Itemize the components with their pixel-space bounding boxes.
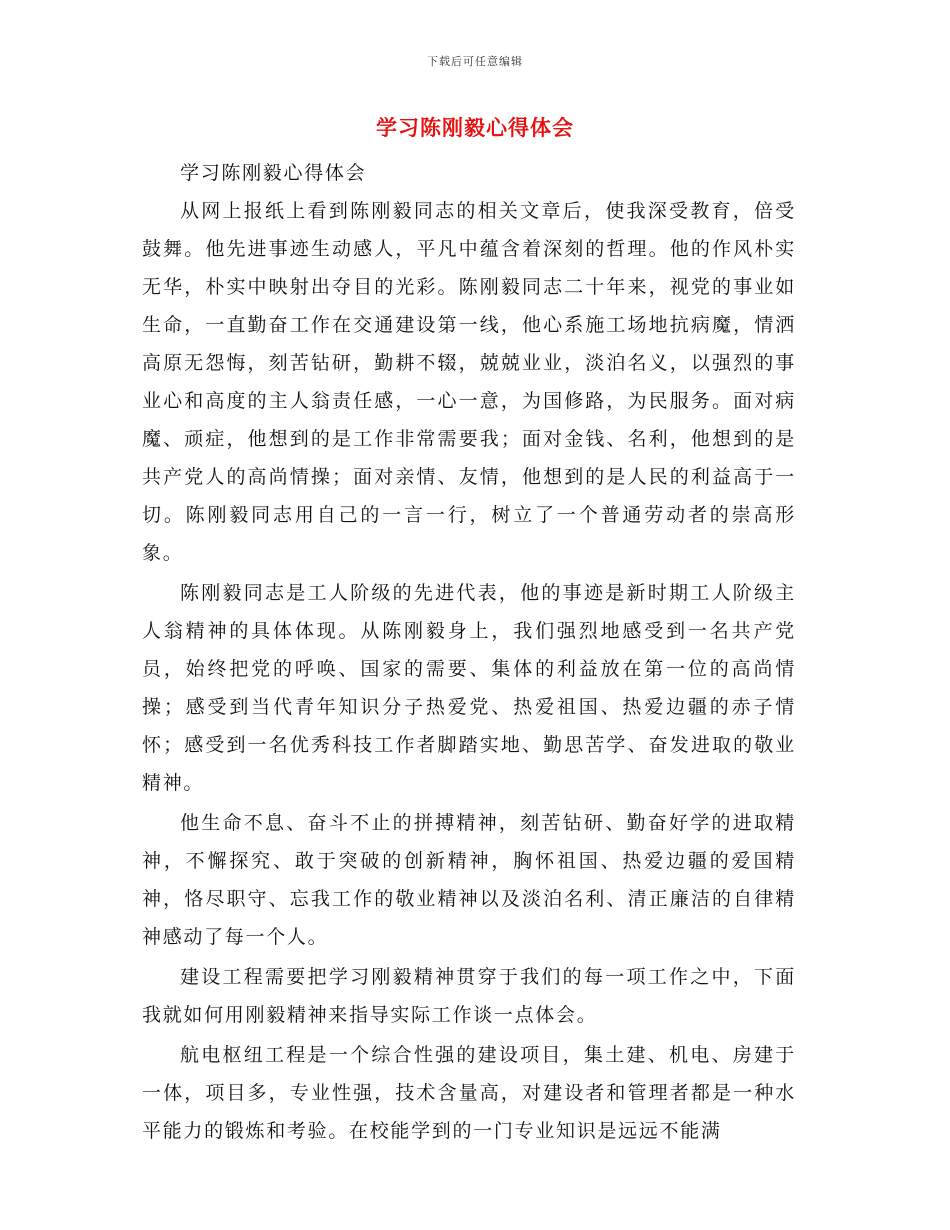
body-paragraph: 陈刚毅同志是工人阶级的先进代表，他的事迹是新时期工人阶级主人翁精神的具体体现。从陈刚毅身上，我们强烈地感受到一名共产党员，始终把党的呼唤、国家的需要、集体的利益放在第一位的高尚情操；感受到当代青年知识分子热爱党、热爱祖国、热爱边疆的赤子情怀；感受到一名优秀科技工作者脚踏实地、勤思苦学、奋发进取的敬业精神。	[142, 582, 796, 794]
document-body	[142, 154, 796, 1150]
header-note: 下载后可任意编辑	[427, 55, 523, 68]
body-paragraph: 从网上报纸上看到陈刚毅同志的相关文章后，使我深受教育，倍受鼓舞。他先进事迹生动感人，平凡中蕴含着深刻的哲理。他的作风朴实无华，朴实中映射出夺目的光彩。陈刚毅同志二十年来，视党的事业如生命，一直勤奋工作在交通建设第一线，他心系施工场地抗病魔，情洒高原无怨悔，刻苦钻研，勤耕不辍，兢兢业业，淡泊名义，以强烈的事业心和高度的主人翁责任感，一心一意，为国修路，为民服务。面对病魔、顽症，他想到的是工作非常需要我；面对金钱、名利，他想到的是共产党人的高尚情操；面对亲情、友情，他想到的是人民的利益高于一切。陈刚毅同志用自己的一言一行，树立了一个普通劳动者的崇高形象。	[142, 200, 796, 564]
subtitle-paragraph: 学习陈刚毅心得体会	[180, 162, 367, 184]
document-title: 学习陈刚毅心得体会	[376, 116, 574, 140]
body-paragraph: 建设工程需要把学习刚毅精神贯穿于我们的每一项工作之中，下面我就如何用刚毅精神来指导实际工作谈一点体会。	[142, 966, 796, 1026]
body-paragraph: 航电枢纽工程是一个综合性强的建设项目，集土建、机电、房建于一体，项目多，专业性强，技术含量高，对建设者和管理者都是一种水平能力的锻炼和考验。在校能学到的一门专业知识是远远不能满	[142, 1044, 796, 1142]
body-paragraph: 他生命不息、奋斗不止的拼搏精神，刻苦钻研、勤奋好学的进取精神，不懈探究、敢于突破的创新精神，胸怀祖国、热爱边疆的爱国精神，恪尽职守、忘我工作的敬业精神以及淡泊名利、清正廉洁的自律精神感动了每一个人。	[142, 812, 796, 948]
